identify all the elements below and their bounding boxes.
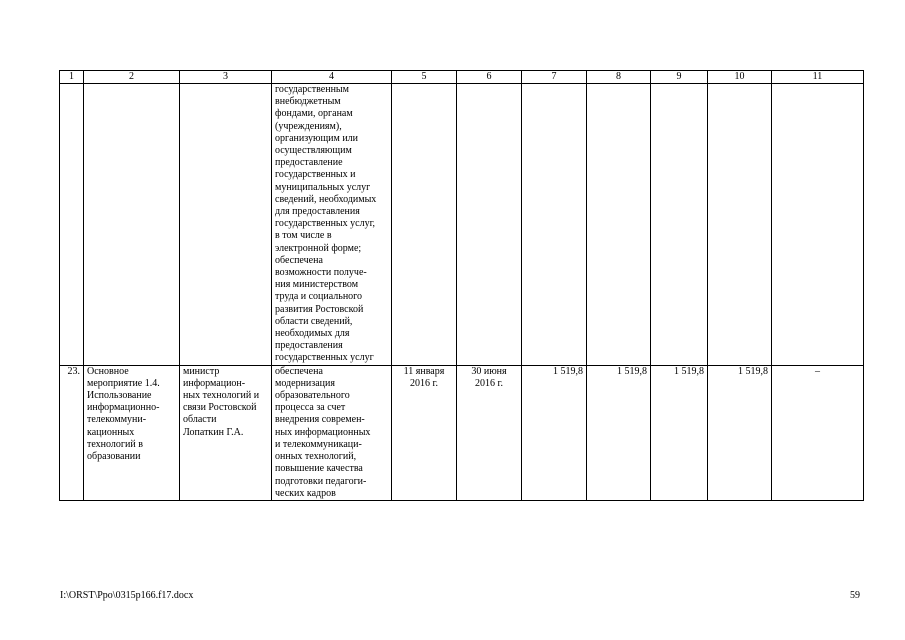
start-date-cell: [392, 365, 457, 500]
cell-text-line: государственных услуг: [275, 352, 374, 364]
document-table: [59, 70, 864, 501]
cell-text-line: для предоставления: [275, 206, 360, 218]
cell-text-line: модернизация: [275, 377, 335, 389]
cell-text-line: внедрения современ-: [275, 414, 365, 426]
cell-text-line: области сведений,: [275, 315, 353, 327]
cell-text-line: фондами, органам: [275, 108, 353, 120]
cell-text-line: и телекоммуникаци-: [275, 438, 362, 450]
value-col7: 1 519,8: [522, 365, 587, 500]
cell-text-line: информацион-: [183, 377, 246, 389]
cell-text-line: ных технологий и: [183, 390, 260, 402]
measure-name-cell: [84, 365, 180, 500]
col-number-4: 4: [272, 71, 392, 84]
col-number-1: 1: [60, 71, 84, 84]
expected-result-cell: [272, 365, 392, 500]
cell-text-line: 2016 г.: [475, 377, 503, 389]
table-row-23: [60, 365, 864, 500]
cell-text-line: государственных услуг,: [275, 218, 376, 230]
cell-text-line: сведений, необходимых: [275, 193, 377, 205]
value-col8: 1 519,8: [587, 365, 651, 500]
cell-text-line: (учреждениям),: [275, 120, 342, 132]
cell-text-line: 2016 г.: [410, 377, 438, 389]
cell-text-line: предоставления: [275, 340, 343, 352]
cell-text-line: процесса за счет: [275, 402, 346, 414]
cell-text-line: обеспечена: [275, 365, 323, 377]
cell-text-line: министр: [183, 365, 220, 377]
end-date-cell: [457, 365, 522, 500]
cell-text-line: онных технологий,: [275, 451, 357, 463]
col-number-3: 3: [180, 71, 272, 84]
cell-text-line: образовательного: [275, 390, 350, 402]
value-col9: 1 519,8: [651, 365, 708, 500]
col-number-7: 7: [522, 71, 587, 84]
cell-text-line: мероприятие 1.4.: [87, 377, 160, 389]
col-number-11: 11: [772, 71, 864, 84]
cell-text-line: внебюджетным: [275, 96, 341, 108]
row-number: 23.: [60, 365, 84, 500]
cell-text-line: ческих кадров: [275, 487, 336, 499]
value-col11: –: [772, 365, 864, 500]
responsible-person-cell: [180, 365, 272, 500]
cell-text-line: 30 июня: [471, 365, 507, 377]
cell-text-line: обеспечена: [275, 254, 323, 266]
cell-text-line: ния министерством: [275, 279, 359, 291]
cell-text-line: Основное: [87, 365, 129, 377]
cell-text-line: технологий в: [87, 438, 143, 450]
cell-text-line: осуществляющим: [275, 145, 352, 157]
cell-text-line: Лопаткин Г.А.: [183, 426, 244, 438]
cell-text-line: труда и социального: [275, 291, 363, 303]
page-number: 59: [850, 590, 860, 601]
cell-text-line: образовании: [87, 451, 141, 463]
cell-text-line: в том числе в: [275, 230, 332, 242]
footer-file-path: I:\ORST\Ppo\0315p166.f17.docx: [60, 590, 194, 601]
cell-text-line: ных информационных: [275, 426, 371, 438]
cell-text-line: телекоммуни-: [87, 414, 147, 426]
cell-text-line: информационно-: [87, 402, 160, 414]
cell-text-line: повышение качества: [275, 463, 363, 475]
col-number-2: 2: [84, 71, 180, 84]
cell-text-line: муниципальных услуг: [275, 181, 371, 193]
col-number-5: 5: [392, 71, 457, 84]
col-number-10: 10: [708, 71, 772, 84]
cell-text-line: подготовки педагоги-: [275, 475, 367, 487]
column-number-row: [60, 71, 864, 84]
cell-text-line: развития Ростовской: [275, 303, 364, 315]
value-col10: 1 519,8: [708, 365, 772, 500]
cell-text-line: электронной форме;: [275, 242, 362, 254]
cell-text-line: связи Ростовской: [183, 402, 257, 414]
continuation-result-cell: [272, 84, 392, 366]
col-number-6: 6: [457, 71, 522, 84]
cell-text-line: области: [183, 414, 217, 426]
cell-text-line: кационных: [87, 426, 135, 438]
col-number-9: 9: [651, 71, 708, 84]
cell-text-line: государственным: [275, 84, 349, 95]
cell-text-line: необходимых для: [275, 328, 350, 340]
cell-text-line: 11 января: [403, 365, 445, 377]
cell-text-line: государственных и: [275, 169, 356, 181]
col-number-8: 8: [587, 71, 651, 84]
cell-text-line: Использование: [87, 390, 152, 402]
cell-text-line: возможности получе-: [275, 267, 367, 279]
cell-text-line: организующим или: [275, 132, 359, 144]
cell-text-line: предоставление: [275, 157, 343, 169]
table-row-continuation: [60, 84, 864, 366]
